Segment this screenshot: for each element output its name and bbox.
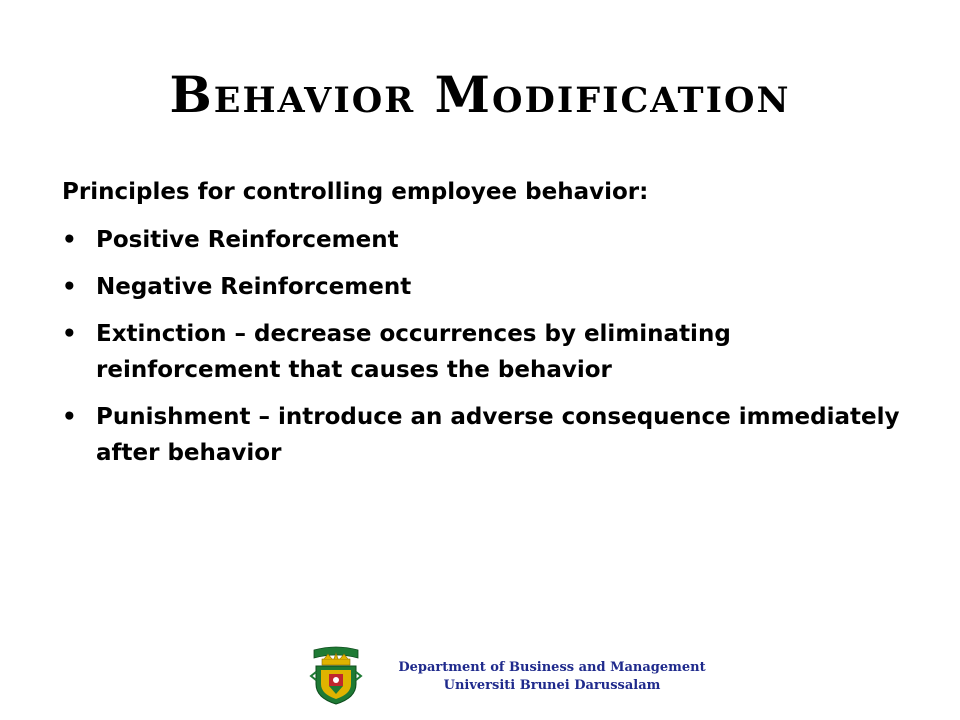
slide-title: Behavior Modification [169,65,791,124]
bullet-list [62,222,922,471]
bullet-positive-reinforcement [62,222,922,258]
bullet-marker: • [62,321,77,347]
bullet-punishment [62,399,922,471]
footer-text [372,659,732,695]
bullet-text: Negative Reinforcement [96,274,412,300]
bullet-marker: • [62,227,77,253]
bullet-text: Punishment – introduce an adverse consequence immediately after behavior [96,404,900,466]
intro-text: Principles for controlling employee behavior: [62,179,649,205]
bullet-extinction [62,316,922,388]
bullet-text: Positive Reinforcement [96,227,399,253]
department-name: Department of Business and Management [398,660,706,675]
bullet-negative-reinforcement [62,269,922,305]
university-name: Universiti Brunei Darussalam [443,678,661,693]
bullet-text: Extinction – decrease occurrences by eliminating reinforcement that causes the behavior [96,321,731,383]
bullet-marker: • [62,404,77,430]
slide-footer [0,646,960,706]
bullet-marker: • [62,274,77,300]
university-crest-icon [308,646,364,706]
